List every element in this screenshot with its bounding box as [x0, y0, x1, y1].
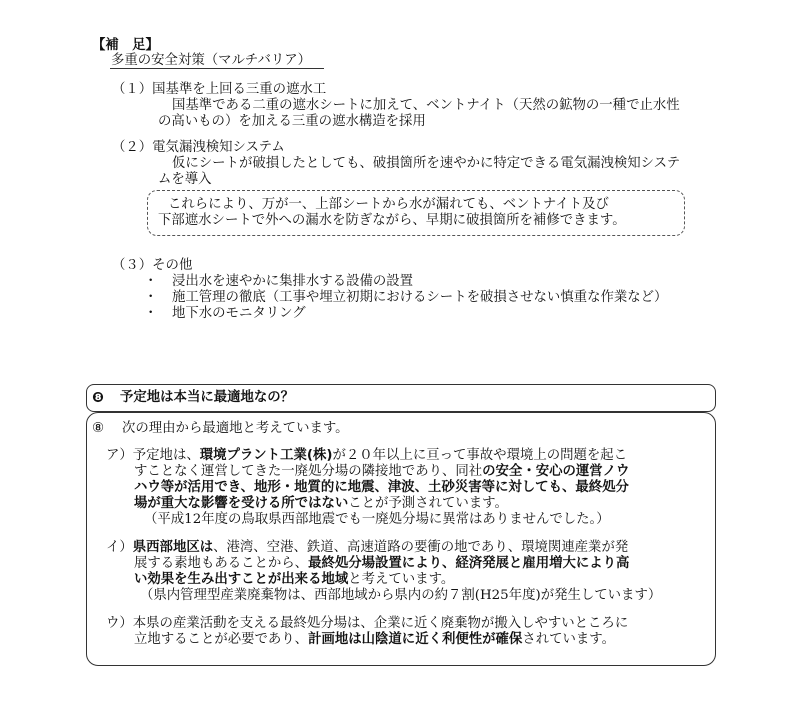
answer-i-line4: （県内管理型産業廃棄物は、西部地域から県内の約７割(H25年度)が発生しています）	[140, 588, 662, 603]
answer-i-emphasis: 県西部地区は	[132, 540, 214, 555]
answer-a-line5: （平成12年度の鳥取県西部地震でも一廃処分場に異常はありませんでした。）	[144, 512, 610, 527]
section3-heading: （３）その他	[112, 258, 193, 273]
supplement-subtitle: 多重の安全対策（マルチバリア）	[111, 53, 312, 68]
supplement-title: 【補 足】	[92, 38, 159, 53]
bullet-icon: ・	[144, 290, 158, 305]
bullet-icon: ・	[144, 274, 158, 289]
question-text: 予定地は本当に最適地なの？	[120, 390, 295, 405]
answer-i-emphasis: 最終処分場設置により、経済発展と雇用増大により高	[308, 556, 630, 571]
section2-text-line1: 仮にシートが破損したとしても、破損箇所を速やかに特定できる電気漏洩検知システ	[172, 156, 681, 171]
answer-a-text: ア）予定地は、	[106, 448, 200, 463]
answer-u-text: されています。	[522, 632, 615, 647]
answer-a-text: ことが予測されています。	[348, 496, 508, 511]
answer-a-emphasis: 場が重大な影響を受ける所ではない	[134, 496, 349, 511]
answer-i-line2	[134, 556, 629, 572]
answer-i-emphasis: い効果を生み出すことが出来る地域	[134, 572, 349, 587]
answer-a-line3: ハウ等が活用でき、地形・地質的に地震、津波、土砂災害等に対しても、最終処分	[134, 480, 629, 495]
answer-a-emphasis: の安全・安心の運営ノウ	[482, 464, 630, 479]
answer-u-line2	[134, 632, 615, 648]
answer-i-line3	[134, 572, 454, 588]
section3-item: 地下水のモニタリング	[172, 306, 306, 321]
answer-a-line4	[134, 496, 508, 512]
answer-i-line1	[106, 540, 628, 556]
section2-text-line2: ムを導入	[158, 172, 212, 187]
answer-a-text: が２０年以上に亘って事故や環境上の問題を起こ	[332, 448, 628, 463]
answer-a-text: すことなく運営してきた一廃処分場の隣接地であり、同社	[134, 464, 483, 479]
answer-u-line1: ウ）本県の産業活動を支える最終処分場は、企業に近く廃棄物が搬入しやすいところに	[106, 616, 629, 631]
section1-heading: （１）国基準を上回る三重の遮水工	[112, 82, 327, 97]
section3-item: 施工管理の徹底（工事や埋立初期におけるシートを破損させない慎重な作業など）	[172, 290, 668, 305]
section3-item: 浸出水を速やかに集排水する設備の設置	[172, 274, 414, 289]
question-number-icon: ❽	[92, 390, 104, 406]
section1-text-line2: の高いもの）を加える三重の遮水構造を採用	[158, 114, 426, 129]
answer-i-text: と考えています。	[348, 572, 455, 587]
answer-u-text: 立地することが必要であり、	[134, 632, 309, 647]
bullet-icon: ・	[144, 306, 158, 321]
callout-line2: 下部遮水シートで外への漏水を防ぎながら、早期に破損箇所を補修できます。	[158, 213, 626, 228]
answer-intro: 次の理由から最適地と考えています。	[122, 421, 349, 436]
subtitle-underline	[110, 68, 324, 69]
answer-number: ⑧	[92, 421, 105, 436]
section1-text-line1: 国基準である二重の遮水シートに加えて、ベントナイト（天然の鉱物の一種で止水性	[172, 98, 680, 113]
callout-line1: これらにより、万が一、上部シートから水が漏れても、ベントナイト及び	[168, 197, 609, 212]
answer-a-line1	[106, 448, 627, 464]
answer-u-emphasis: 計画地は山陰道に近く利便性が確保	[308, 632, 523, 647]
answer-i-text: 、港湾、空港、鉄道、高速道路の要衝の地であり、環境関連産業が発	[213, 540, 629, 555]
section2-heading: （２）電気漏洩検知システム	[112, 140, 285, 155]
answer-i-text: イ）	[106, 540, 133, 555]
answer-a-emphasis: 環境プラント工業(株)	[199, 448, 333, 463]
answer-i-text: 展する素地もあることから、	[134, 556, 309, 571]
answer-a-line2	[134, 464, 629, 480]
